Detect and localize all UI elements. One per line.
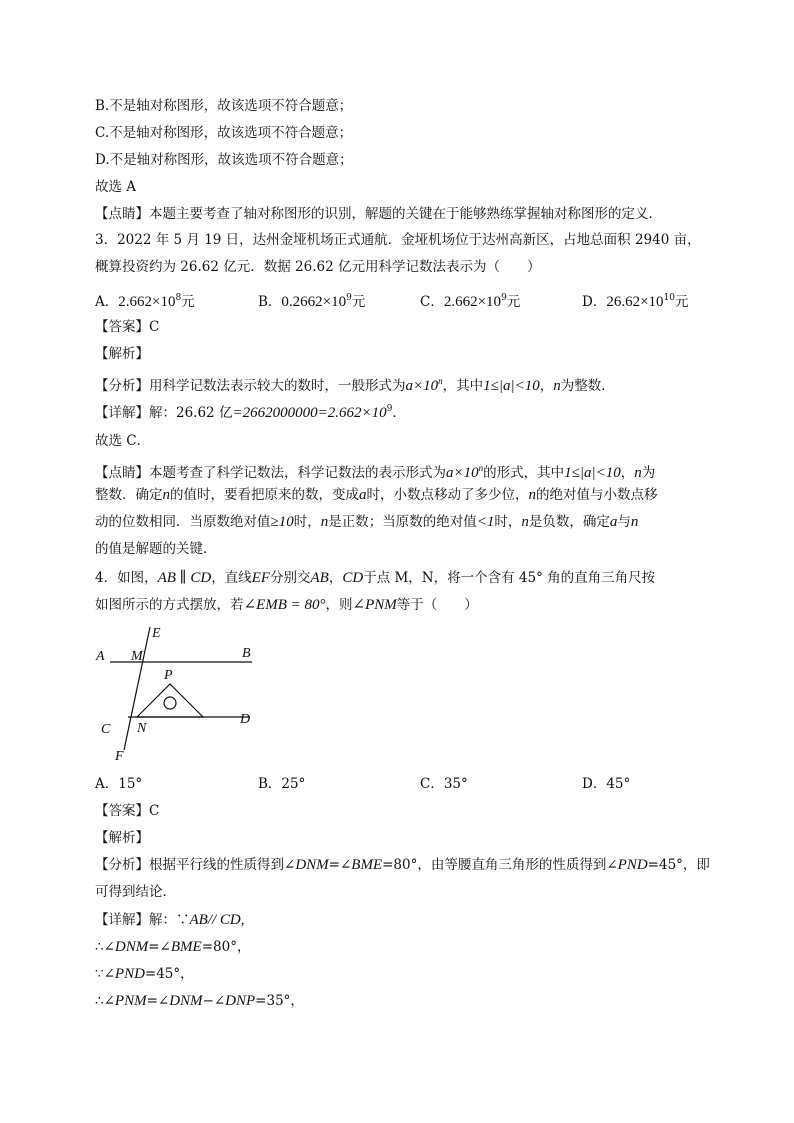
ruler-hole (164, 697, 176, 709)
q4-answer: 【答案】C (95, 803, 160, 819)
question-3-stem-line2: 概算投资约为 26.62 亿元．数据 26.62 亿元用科学记数法表示为（ ） (95, 259, 541, 275)
label-d: D (240, 712, 251, 727)
label-b: B (242, 646, 251, 661)
q3-comment-line3: 动的位数相同．当原数绝对值≥10时，n是正数；当原数的绝对值<1时，n是负数，确定a与n (95, 514, 639, 530)
q4-analysis-heading: 【解析】 (95, 830, 149, 846)
q3-option-d: D．$26.62\times 10^{10}$元 (582, 293, 689, 310)
q3-analysis-line: 【分析】用科学记数法表示较大的数时，一般形式为$a\times 10^n$，其中1≤|a|<10，n为整数． (95, 376, 615, 394)
triangle-ruler (137, 684, 203, 717)
question-4-stem-line2: 如图所示的方式摆放，若∠EMB = 80°，则∠PNM等于（ ） (95, 597, 478, 613)
option-d-analysis: D.不是轴对称图形，故该选项不符合题意； (95, 152, 353, 168)
q4-analysis-line1: 【分析】根据平行线的性质得到∠DNM=∠BME=80°，由等腰直角三角形的性质得到∠PND=45°，即 (95, 857, 710, 873)
q3-comment-line1: 【点睛】本题考查了科学记数法，科学记数法的表示形式为$a\times 10^n$的形式，其中1≤|a|<10，n为 (95, 463, 656, 481)
question-4-stem-line1: 4．如图，AB ∥ CD，直线EF分别交AB，CD于点 M，N，将一个含有 45° 角的直角三角尺按 (95, 570, 656, 586)
option-b-analysis: B.不是轴对称图形，故该选项不符合题意； (95, 98, 353, 114)
q4-option-d: D．45° (582, 776, 631, 792)
q4-detail-line: 【详解】解：∵AB// CD, (95, 912, 245, 928)
q3-analysis-heading: 【解析】 (95, 346, 149, 362)
label-a: A (96, 649, 105, 664)
q4-analysis-line2: 可得到结论． (95, 884, 176, 900)
geometry-figure (92, 622, 272, 770)
q3-option-a: A．$2.662\times 10^8$元 (95, 293, 195, 310)
q4-option-c: C．35° (420, 776, 468, 792)
q4-step-2: ∵∠PND=45°， (95, 966, 194, 982)
q3-answer: 【答案】C (95, 319, 160, 335)
question-3-stem-line1: 3．2022 年 5 月 19 日，达州金垭机场正式通航．金垭机场位于达州高新区，占地总面积 2940 亩， (95, 232, 701, 248)
q4-option-b: B．25° (258, 776, 306, 792)
q4-step-3: ∴∠PNM=∠DNM−∠DNP=35°， (95, 993, 304, 1009)
label-c: C (101, 722, 111, 737)
q3-detail-line: 【详解】解：26.62 亿$=2662000000=2.662\times 10^9$． (95, 404, 406, 421)
label-m: M (131, 649, 143, 664)
comment-line: 【点睛】本题主要考查了轴对称图形的识别，解题的关键在于能够熟练掌握轴对称图形的定义． (95, 206, 662, 222)
q3-choose-c: 故选 C． (95, 433, 151, 449)
q3-comment-line2: 整数．确定n的值时，要看把原来的数，变成a时，小数点移动了多少位，n的绝对值与小数点移 (95, 487, 658, 503)
q3-comment-line4: 的值是解题的关键． (95, 541, 217, 557)
q3-option-b: B．$0.2662\times 10^9$元 (258, 293, 366, 310)
q3-option-c: C．$2.662\times 10^9$元 (420, 293, 521, 310)
q4-step-1: ∴∠DNM=∠BME=80°， (95, 939, 251, 955)
label-f: F (115, 749, 124, 764)
answer-choice-a: 故选 A (95, 179, 137, 195)
q4-option-a: A．15° (95, 776, 143, 792)
label-n: N (137, 721, 147, 736)
option-c-analysis: C.不是轴对称图形，故该选项不符合题意； (95, 125, 353, 141)
label-e: E (152, 626, 161, 641)
label-p: P (164, 668, 173, 683)
